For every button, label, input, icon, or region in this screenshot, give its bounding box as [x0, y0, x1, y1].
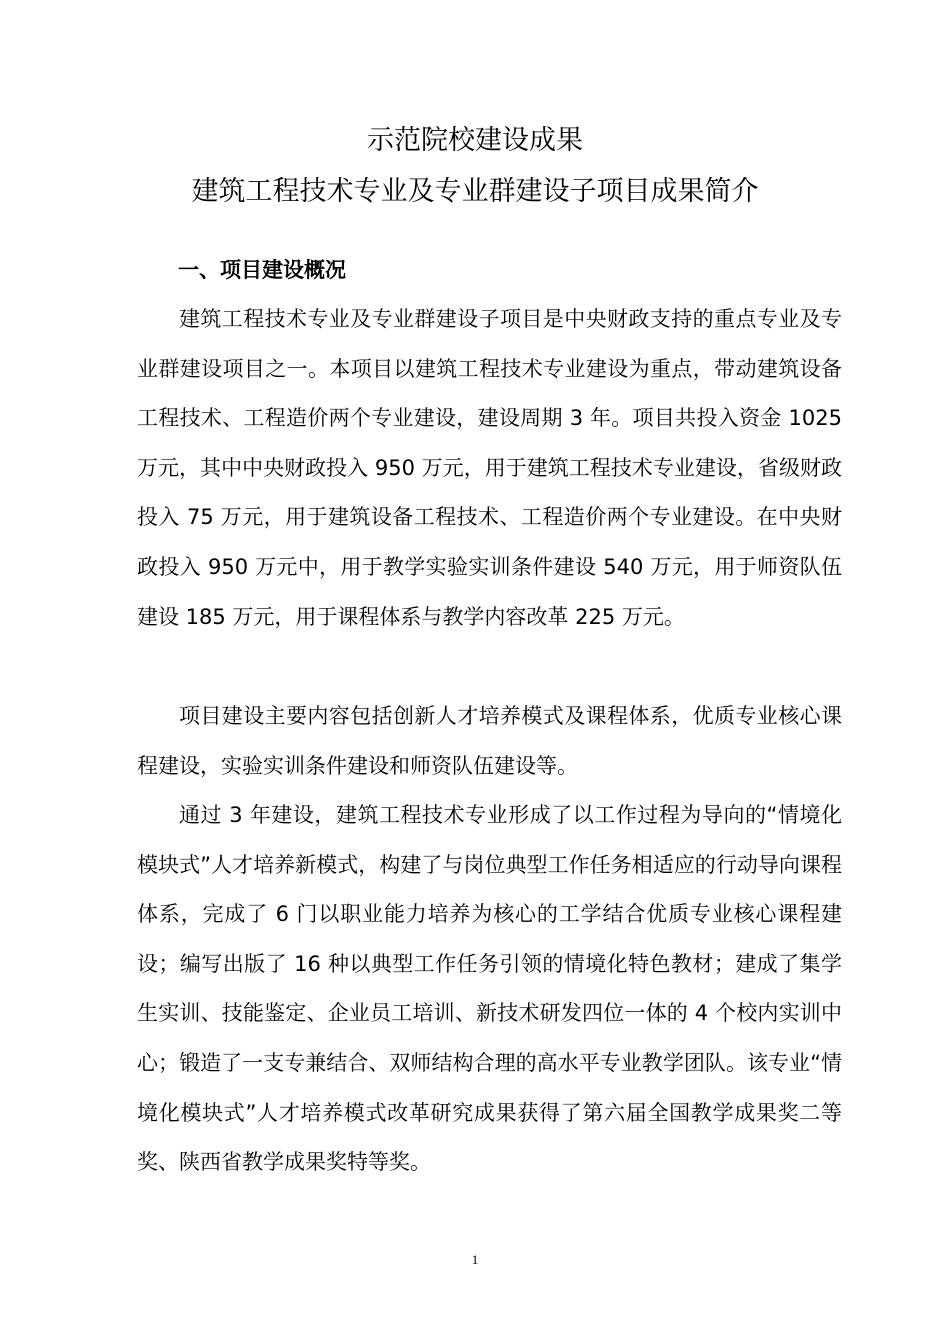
paragraph-achievements: 通过 3 年建设，建筑工程技术专业形成了以工作过程为导向的“情境化模块式”人才培养新模式，构建了与岗位典型工作任务相适应的行动导向课程体系，完成了 6 门以职业能力培养为核心的工学结合优质专业核心课程建设；编写出版了 16 种以典型工作任务引领的情境化特色教材；建成了集学生实训、技能鉴定、企业员工培训、新技术研发四位一体的 4 个校内实训中心；锻造了一支专兼结合、双师结构合理的高水平专业教学团队。该专业“情境化模块式”人才培养模式改革研究成果获得了第六届全国教学成果奖二等奖、陕西省教学成果奖特等奖。: [137, 803, 842, 1175]
section-heading: 一、项目建设概况: [178, 258, 346, 282]
page-number: 1: [471, 1252, 479, 1267]
paragraph-overview: 建筑工程技术专业及专业群建设子项目是中央财政支持的重点专业及专业群建设项目之一。本项目以建筑工程技术专业建设为重点，带动建筑设备工程技术、工程造价两个专业建设，建设周期 3 年。项目共投入资金 1025 万元，其中中央财政投入 950 万元，用于建筑工程技术专业建设，省级财政投入 75 万元，用于建筑设备工程技术、工程造价两个专业建设。在中央财政投入 950 万元中，用于教学实验实训条件建设 540 万元，用于师资队伍建设 185 万元，用于课程体系与教学内容改革 225 万元。: [137, 307, 842, 629]
document-title: 示范院校建设成果: [367, 125, 583, 156]
paragraph-content: 项目建设主要内容包括创新人才培养模式及课程体系，优质专业核心课程建设，实验实训条件建设和师资队伍建设等。: [137, 704, 842, 778]
document-subtitle: 建筑工程技术专业及专业群建设子项目成果简介: [191, 176, 759, 207]
